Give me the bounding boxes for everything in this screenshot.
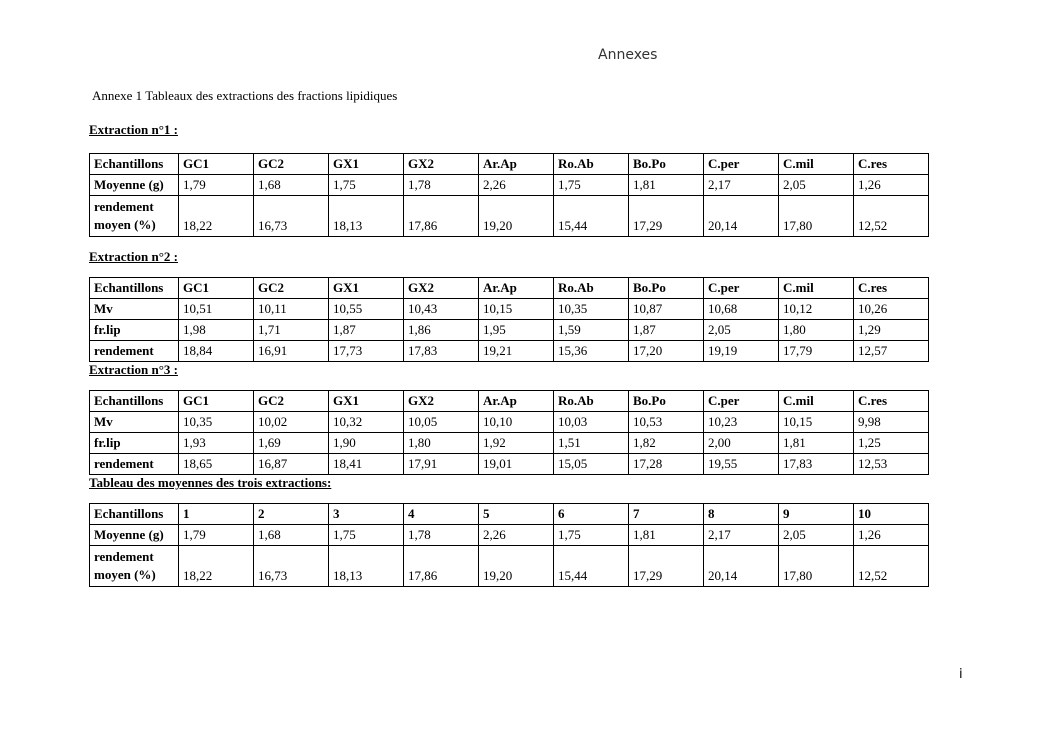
averages-table [89,503,929,587]
table-cell: 1,86 [404,320,479,341]
table-cell: 2,26 [479,525,554,546]
table-cell: 10,35 [554,299,629,320]
table-cell: 1,79 [179,525,254,546]
header-cell: C.mil [779,154,854,175]
header-cell: Ro.Ab [554,278,629,299]
table-cell: 19,20 [479,546,554,587]
header-cell: C.per [704,278,779,299]
header-cell: C.mil [779,278,854,299]
header-cell: GX2 [404,278,479,299]
table-cell: 1,90 [329,433,404,454]
table-cell: 17,73 [329,341,404,362]
table-row [90,175,929,196]
table-header-row [90,278,929,299]
header-cell: 10 [854,504,929,525]
extraction-1-heading: Extraction n°1 : [89,122,178,137]
header-cell: GC2 [254,154,329,175]
table-cell: 1,51 [554,433,629,454]
extraction-3-table [89,390,929,475]
table-cell: 1,95 [479,320,554,341]
table-cell: 10,35 [179,412,254,433]
table-cell: 10,11 [254,299,329,320]
table-cell: 1,78 [404,175,479,196]
table-cell: 17,29 [629,546,704,587]
table-cell: 1,80 [404,433,479,454]
annex-title: Annexe 1 Tableaux des extractions des fractions lipidiques [92,88,398,103]
table-cell: 16,91 [254,341,329,362]
header-cell: Echantillons [90,278,179,299]
header-cell: GC1 [179,278,254,299]
table-cell: 17,29 [629,196,704,237]
table-cell: 10,15 [479,299,554,320]
extraction-2-table [89,277,929,362]
header-cell: 6 [554,504,629,525]
table-cell: 20,14 [704,546,779,587]
table-cell: 12,52 [854,546,929,587]
header-cell: 8 [704,504,779,525]
table-row [90,433,929,454]
table-cell: 10,43 [404,299,479,320]
table-row [90,454,929,475]
table-cell: 18,22 [179,546,254,587]
table-cell: 10,51 [179,299,254,320]
table-cell: 1,81 [629,525,704,546]
row-label: rendement moyen (%) [90,546,179,587]
table-cell: 1,75 [329,525,404,546]
table-cell: 17,80 [779,196,854,237]
table-row [90,299,929,320]
table-cell: 10,02 [254,412,329,433]
table-header-row [90,154,929,175]
table-cell: 2,05 [779,525,854,546]
row-label: rendement [90,341,179,362]
table-cell: 2,05 [704,320,779,341]
table-cell: 1,26 [854,175,929,196]
header-cell: Bo.Po [629,278,704,299]
table-cell: 10,23 [704,412,779,433]
table-cell: 15,05 [554,454,629,475]
table-cell: 2,00 [704,433,779,454]
header-cell: Ar.Ap [479,278,554,299]
table-cell: 10,55 [329,299,404,320]
table-cell: 18,13 [329,546,404,587]
table-cell: 1,68 [254,525,329,546]
header-cell: Echantillons [90,154,179,175]
table-header-row [90,391,929,412]
header-cell: Bo.Po [629,391,704,412]
table-cell: 10,53 [629,412,704,433]
page-number: i [959,667,963,682]
table-cell: 10,03 [554,412,629,433]
table-cell: 10,32 [329,412,404,433]
table-cell: 1,93 [179,433,254,454]
table-cell: 1,80 [779,320,854,341]
table-cell: 15,36 [554,341,629,362]
header-cell: GX2 [404,391,479,412]
header-cell: Bo.Po [629,154,704,175]
table-cell: 17,86 [404,196,479,237]
header-cell: GX1 [329,154,404,175]
table-cell: 18,41 [329,454,404,475]
table-cell: 18,84 [179,341,254,362]
table-cell: 10,26 [854,299,929,320]
table-cell: 17,83 [404,341,479,362]
table-cell: 19,55 [704,454,779,475]
header-cell: 5 [479,504,554,525]
table-cell: 1,75 [554,525,629,546]
header-cell: GC2 [254,391,329,412]
header-cell: C.per [704,154,779,175]
averages-heading: Tableau des moyennes des trois extractions: [89,475,332,490]
table-row [90,196,929,237]
table-cell: 1,98 [179,320,254,341]
table-cell: 15,44 [554,546,629,587]
header-cell: 9 [779,504,854,525]
table-cell: 1,81 [779,433,854,454]
row-label: Moyenne (g) [90,525,179,546]
table-cell: 12,57 [854,341,929,362]
table-cell: 1,87 [629,320,704,341]
table-cell: 2,26 [479,175,554,196]
header-cell: Echantillons [90,504,179,525]
row-label: fr.lip [90,320,179,341]
table-cell: 17,86 [404,546,479,587]
table-header-row [90,504,929,525]
row-label: fr.lip [90,433,179,454]
table-cell: 15,44 [554,196,629,237]
header-cell: 2 [254,504,329,525]
table-cell: 10,12 [779,299,854,320]
table-cell: 2,17 [704,525,779,546]
row-label: rendement [90,454,179,475]
header-cell: C.res [854,391,929,412]
header-cell: GX1 [329,391,404,412]
table-cell: 1,87 [329,320,404,341]
table-cell: 19,01 [479,454,554,475]
table-cell: 1,71 [254,320,329,341]
table-cell: 1,69 [254,433,329,454]
table-row [90,341,929,362]
table-cell: 16,73 [254,546,329,587]
table-cell: 17,79 [779,341,854,362]
table-row [90,546,929,587]
table-cell: 10,87 [629,299,704,320]
row-label: Moyenne (g) [90,175,179,196]
header-cell: C.mil [779,391,854,412]
extraction-1-table [89,153,929,237]
header-cell: Ar.Ap [479,154,554,175]
table-cell: 10,10 [479,412,554,433]
table-cell: 17,83 [779,454,854,475]
table-cell: 2,17 [704,175,779,196]
table-cell: 18,22 [179,196,254,237]
header-cell: 3 [329,504,404,525]
table-cell: 10,68 [704,299,779,320]
table-cell: 1,29 [854,320,929,341]
table-cell: 16,73 [254,196,329,237]
table-cell: 17,91 [404,454,479,475]
header-cell: C.res [854,154,929,175]
table-cell: 19,19 [704,341,779,362]
header-cell: Echantillons [90,391,179,412]
table-cell: 1,79 [179,175,254,196]
header-cell: C.per [704,391,779,412]
table-row [90,525,929,546]
table-cell: 20,14 [704,196,779,237]
table-cell: 1,26 [854,525,929,546]
table-cell: 1,25 [854,433,929,454]
table-cell: 10,15 [779,412,854,433]
header-cell: Ro.Ab [554,391,629,412]
header-cell: GC2 [254,278,329,299]
table-row [90,320,929,341]
table-cell: 1,82 [629,433,704,454]
extraction-2-heading: Extraction n°2 : [89,249,178,264]
table-cell: 1,59 [554,320,629,341]
header-cell: 7 [629,504,704,525]
row-label: Mv [90,299,179,320]
table-cell: 1,68 [254,175,329,196]
table-cell: 1,78 [404,525,479,546]
table-cell: 9,98 [854,412,929,433]
table-cell: 1,75 [554,175,629,196]
header-cell: Ro.Ab [554,154,629,175]
header-cell: GX1 [329,278,404,299]
header-cell: 4 [404,504,479,525]
table-cell: 19,20 [479,196,554,237]
table-cell: 10,05 [404,412,479,433]
extraction-3-heading: Extraction n°3 : [89,362,178,377]
table-cell: 17,28 [629,454,704,475]
table-cell: 12,53 [854,454,929,475]
running-head: Annexes [598,47,658,63]
header-cell: GC1 [179,391,254,412]
table-row [90,412,929,433]
header-cell: GX2 [404,154,479,175]
row-label: rendement moyen (%) [90,196,179,237]
header-cell: Ar.Ap [479,391,554,412]
table-cell: 18,65 [179,454,254,475]
table-cell: 17,20 [629,341,704,362]
table-cell: 19,21 [479,341,554,362]
header-cell: GC1 [179,154,254,175]
header-cell: C.res [854,278,929,299]
table-cell: 17,80 [779,546,854,587]
table-cell: 16,87 [254,454,329,475]
header-cell: 1 [179,504,254,525]
row-label: Mv [90,412,179,433]
table-cell: 1,92 [479,433,554,454]
table-cell: 12,52 [854,196,929,237]
table-cell: 18,13 [329,196,404,237]
table-cell: 1,75 [329,175,404,196]
table-cell: 2,05 [779,175,854,196]
table-cell: 1,81 [629,175,704,196]
